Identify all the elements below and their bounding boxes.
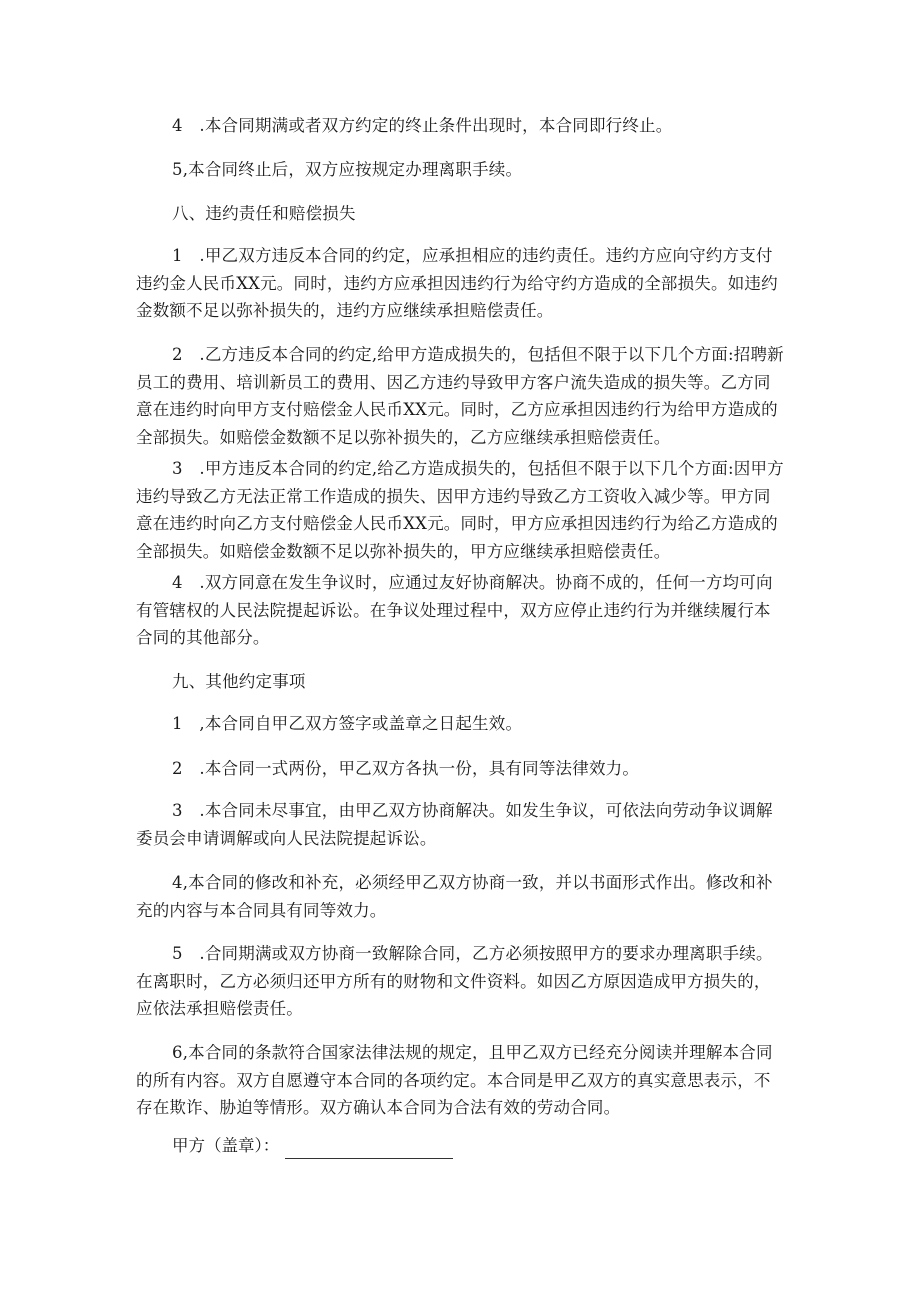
- clause-9-5: 5 .合同期满或双方协商一致解除合同，乙方必须按照甲方的要求办理离职手续。在离职时，乙方必须归还甲方所有的财物和文件资料。如因乙方原因造成甲方损失的，应依法承担赔偿责任。: [136, 944, 773, 1018]
- clause-9-3: 3 .本合同未尽事宜，由甲乙双方协商解决。如发生争议，可依法向劳动争议调解委员会申请调解或向人民法院提起诉讼。: [136, 801, 773, 848]
- clause-9-4: 4,本合同的修改和补充，必须经甲乙双方协商一致，并以书面形式作出。修改和补充的内容与本合同具有同等效力。: [136, 873, 773, 920]
- party-a-signature-label: 甲方（盖章）：: [172, 1136, 280, 1155]
- clause-7-4: 4 .本合同期满或者双方约定的终止条件出现时，本合同即行终止。: [172, 116, 673, 135]
- clause-8-3: 3 .甲方违反本合同的约定,给乙方造成损失的，包括但不限于以下几个方面:因甲方违约导致乙方无法正常工作造成的损失、因甲方违约导致乙方工资收入减少等。甲方同意在违约时向乙方支付赔偿金人民币XX元。同时，甲方应承担因违约行为给乙方造成的全部损失。如赔偿金数额不足以弥补损失的，甲方应继续承担赔偿责任。: [136, 459, 784, 561]
- clause-8-2: 2 .乙方违反本合同的约定,给甲方造成损失的，包括但不限于以下几个方面:招聘新员工的费用、培训新员工的费用、因乙方违约导致甲方客户流失造成的损失等。乙方同意在违约时向甲方支付赔偿金人民币XX元。同时，乙方应承担因违约行为给甲方造成的全部损失。如赔偿金数额不足以弥补损失的，乙方应继续承担赔偿责任。: [136, 345, 784, 447]
- clause-8-1: 1 .甲乙双方违反本合同的约定，应承担相应的违约责任。违约方应向守约方支付违约金人民币XX元。同时，违约方应承担因违约行为给守约方造成的全部损失。如违约金数额不足以弥补损失的，违约方应继续承担赔偿责任。: [136, 246, 778, 320]
- clause-9-6: 6,本合同的条款符合国家法律法规的规定，且甲乙双方已经充分阅读并理解本合同的所有内容。双方自愿遵守本合同的各项约定。本合同是甲乙双方的真实意思表示，不存在欺诈、胁迫等情形。双方确认本合同为合法有效的劳动合同。: [136, 1043, 773, 1117]
- clause-7-5: 5,本合同终止后，双方应按规定办理离职手续。: [172, 160, 523, 179]
- section-heading-9: 九、其他约定事项: [172, 672, 306, 691]
- party-a-signature-row: [172, 1132, 453, 1159]
- section-heading-8: 八、违约责任和赔偿损失: [172, 204, 356, 223]
- clause-8-4: 4 .双方同意在发生争议时，应通过友好协商解决。协商不成的，任何一方均可向有管辖权的人民法院提起诉讼。在争议处理过程中，双方应停止违约行为并继续履行本合同的其他部分。: [136, 573, 773, 647]
- clause-9-1: 1 ,本合同自甲乙双方签字或盖章之日起生效。: [172, 714, 523, 733]
- party-a-signature-line[interactable]: [285, 1138, 453, 1159]
- clause-9-2: 2 .本合同一式两份，甲乙双方各执一份，具有同等法律效力。: [172, 759, 640, 778]
